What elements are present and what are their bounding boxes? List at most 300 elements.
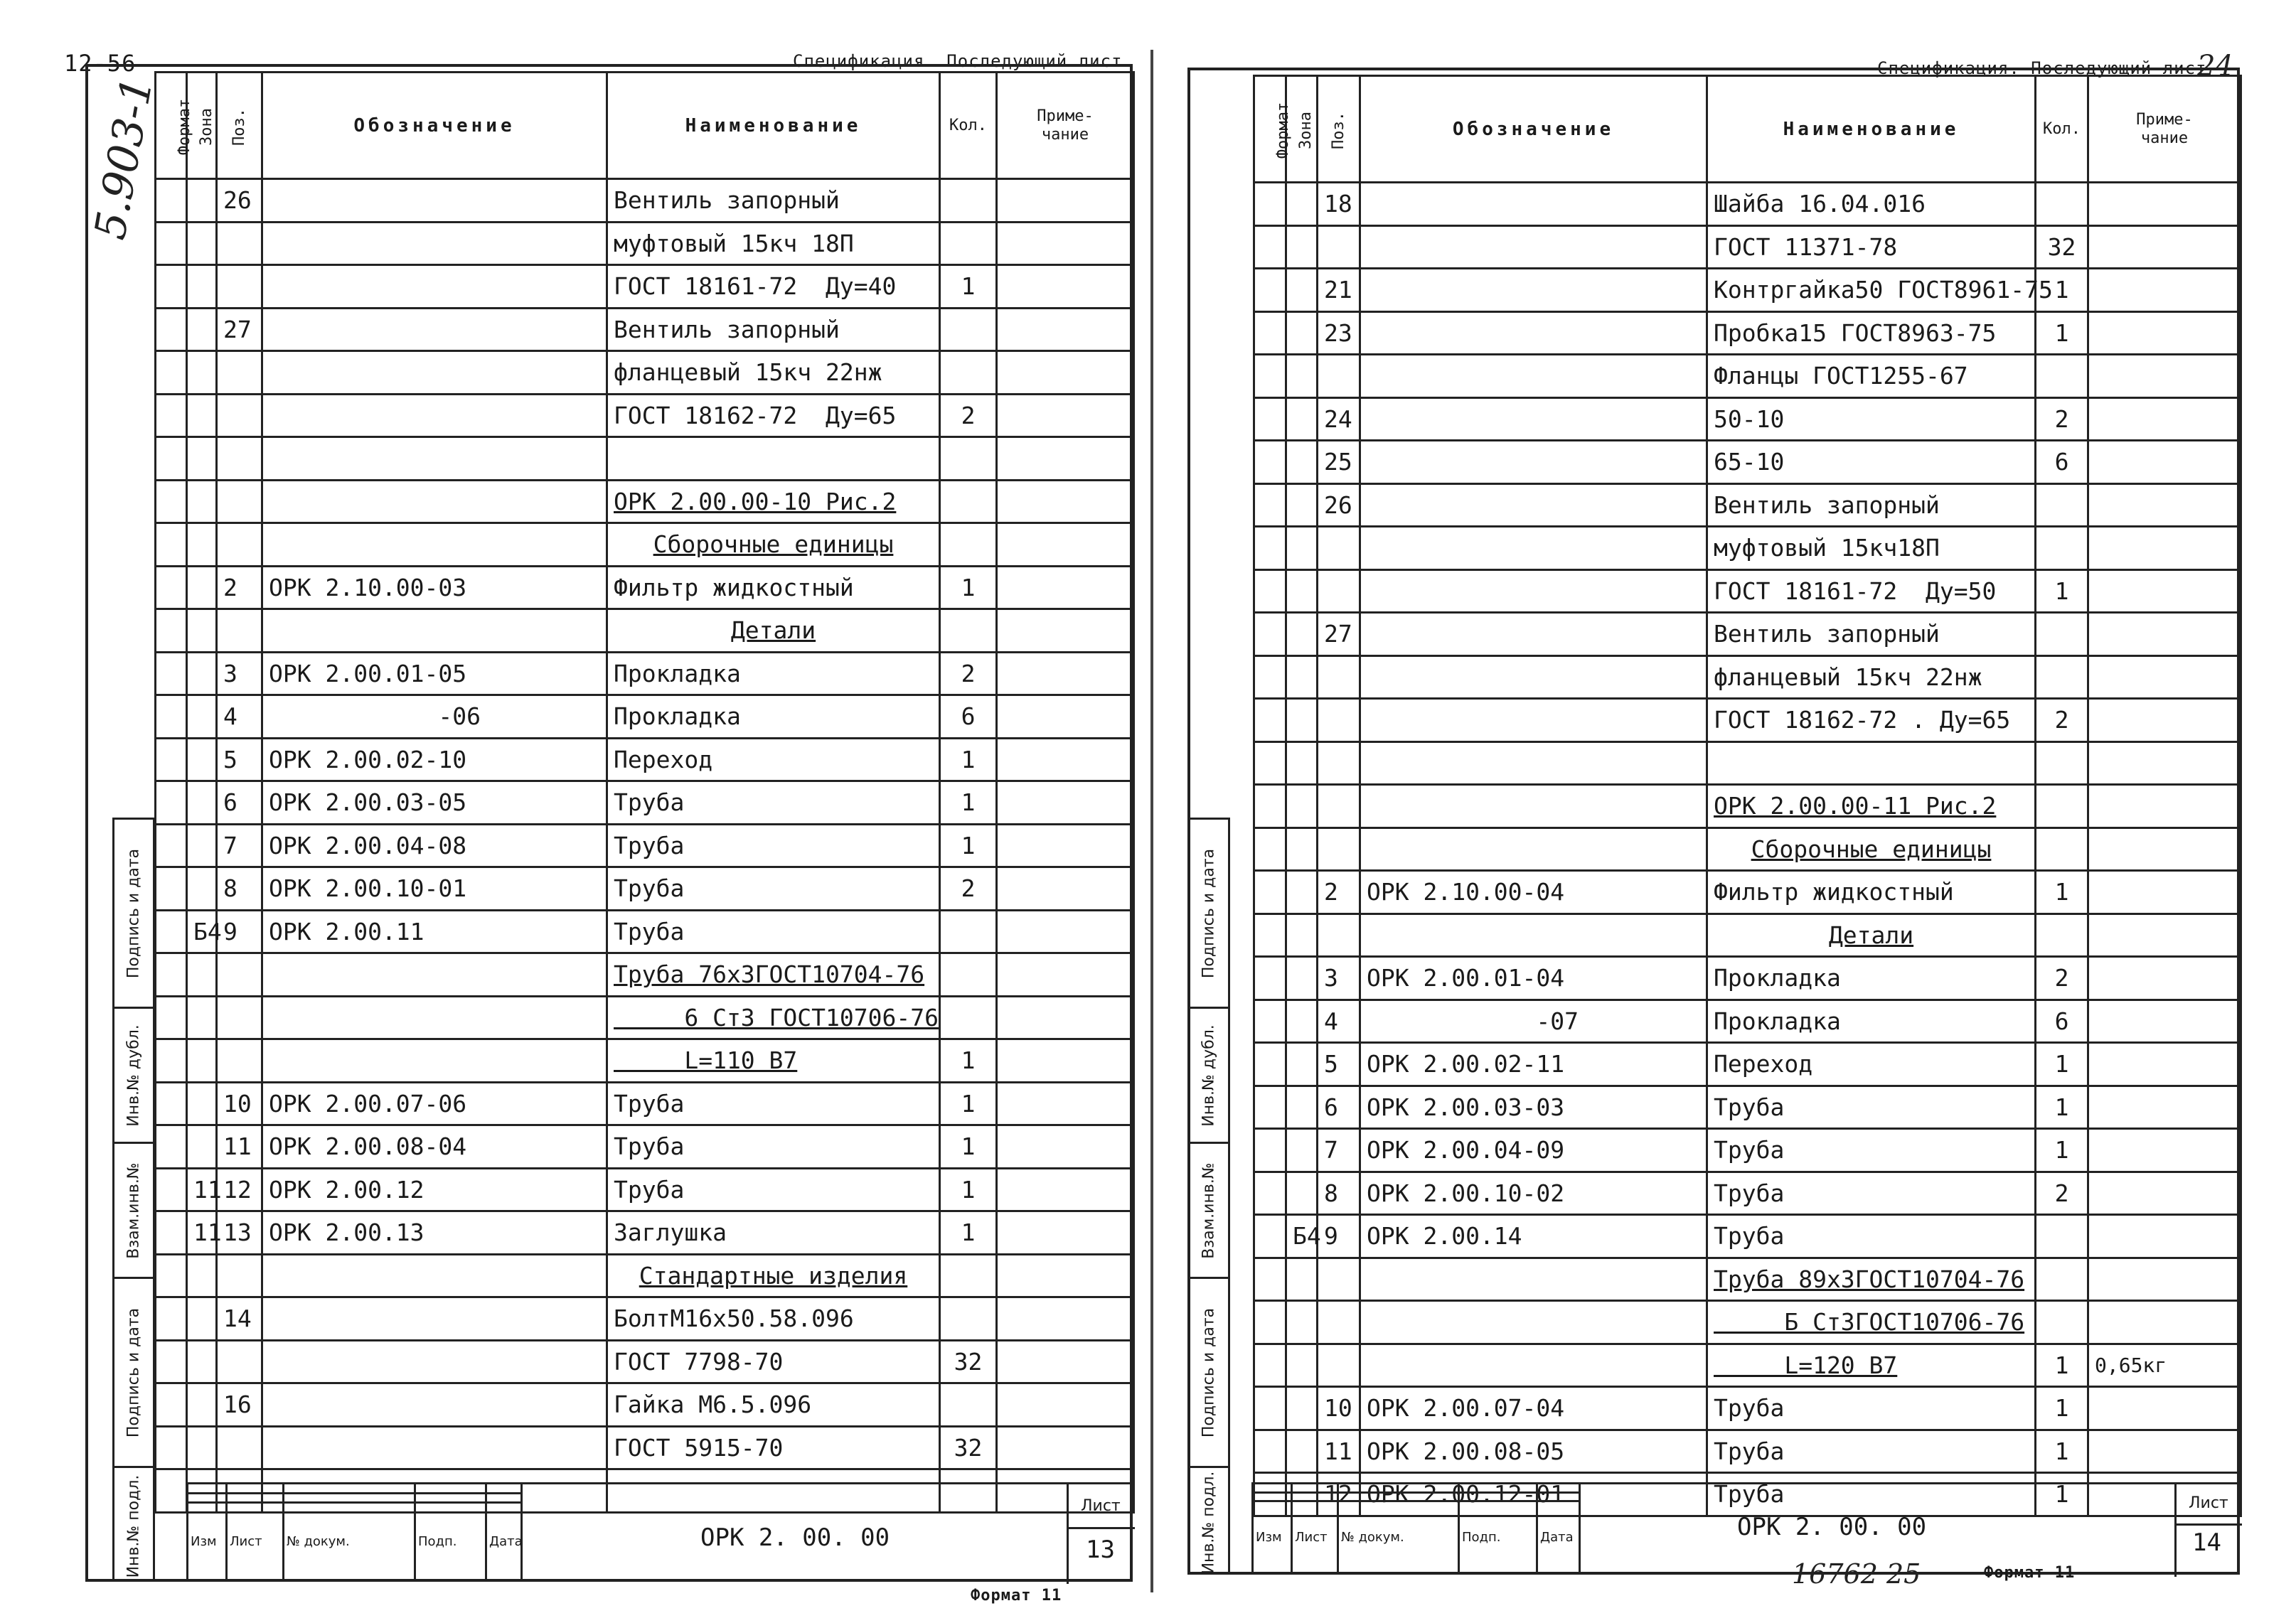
tb-sign: Подп. (415, 1503, 486, 1581)
cell-note (2088, 699, 2241, 742)
cell-designation (262, 179, 607, 223)
cell-qty: 1 (2036, 1129, 2088, 1172)
cell-note (997, 523, 1134, 567)
cell-zone: 11 (187, 1168, 217, 1211)
cell-qty: 1 (2036, 1430, 2088, 1473)
cell-designation (1360, 1344, 1707, 1387)
cell-designation (1360, 441, 1707, 484)
cell-designation: ОРК 2.00.02-10 (262, 738, 607, 781)
cell-zone (187, 1426, 217, 1469)
cell-format (1254, 1000, 1286, 1043)
table-row (156, 1297, 1134, 1341)
cell-note (2088, 1043, 2241, 1086)
cell-pos: 13 (217, 1211, 262, 1255)
cell-zone (1286, 871, 1318, 914)
table-row (1254, 871, 2241, 914)
cell-pos: 12 (217, 1168, 262, 1211)
cell-name: Труба (607, 781, 940, 825)
cell-designation (1360, 785, 1707, 828)
cell-zone (1286, 1086, 1318, 1129)
cell-format (1254, 957, 1286, 1000)
cell-note (2088, 871, 2241, 914)
cell-qty: 1 (940, 1211, 997, 1255)
cell-format (156, 308, 187, 351)
cell-name: ГОСТ 18162-72 Ду=65 (607, 394, 940, 437)
side-label-1: Подпись и дата (124, 848, 143, 978)
cell-designation: ОРК 2.00.07-06 (262, 1082, 607, 1125)
cell-zone (187, 566, 217, 609)
table-row (1254, 527, 2241, 570)
cell-note (2088, 1086, 2241, 1129)
tb-docnum: № докум. (284, 1503, 415, 1581)
cell-designation (1360, 827, 1707, 871)
cell-name: Труба (1707, 1387, 2036, 1430)
cell-format (156, 953, 187, 997)
cell-designation (262, 953, 607, 997)
cell-format (156, 1082, 187, 1125)
table-row (156, 1082, 1134, 1125)
cell-note (2088, 311, 2241, 355)
cell-format (1254, 269, 1286, 312)
cell-note (2088, 957, 2241, 1000)
cell-zone (187, 953, 217, 997)
left-format-label: Формат 11 (971, 1587, 1062, 1605)
cell-designation (1360, 527, 1707, 570)
cell-pos: 7 (1318, 1129, 1360, 1172)
cell-qty: 6 (940, 695, 997, 739)
table-row (1254, 1129, 2241, 1172)
table-row (1254, 1086, 2241, 1129)
cell-note (997, 910, 1134, 953)
table-row (156, 867, 1134, 911)
cell-format (156, 523, 187, 567)
table-row (1254, 1344, 2241, 1387)
cell-note (2088, 741, 2241, 785)
cell-qty (940, 480, 997, 523)
cell-note (997, 480, 1134, 523)
cell-name: Труба (1707, 1086, 2036, 1129)
table-row (1254, 1258, 2241, 1301)
cell-designation (1360, 569, 1707, 613)
cell-pos: 27 (1318, 613, 1360, 656)
table-row (156, 1168, 1134, 1211)
cell-pos: 26 (1318, 483, 1360, 527)
cell-name: ГОСТ 7798-70 (607, 1340, 940, 1383)
table-row (156, 523, 1134, 567)
left-corner-mark: 12-56 (64, 50, 137, 77)
cell-pos: 18 (1318, 183, 1360, 226)
cell-format (156, 1039, 187, 1083)
cell-qty (940, 222, 997, 265)
cell-qty (940, 179, 997, 223)
cell-zone (1286, 785, 1318, 828)
table-row (156, 609, 1134, 653)
cell-pos (1318, 569, 1360, 613)
side-label-2: Инв.№ дубл. (124, 1024, 143, 1127)
cell-qty: 32 (2036, 225, 2088, 269)
cell-designation (262, 1340, 607, 1383)
cell-qty: 2 (2036, 957, 2088, 1000)
cell-pos: 10 (217, 1082, 262, 1125)
cell-designation (1360, 914, 1707, 957)
cell-note (997, 1297, 1134, 1341)
cell-pos (217, 1340, 262, 1383)
cell-pos: 23 (1318, 311, 1360, 355)
cell-name: Труба (607, 910, 940, 953)
table-row (1254, 1387, 2241, 1430)
cell-note (997, 1426, 1134, 1469)
cell-qty (2036, 655, 2088, 699)
cell-designation: ОРК 2.00.11 (262, 910, 607, 953)
cell-qty (2036, 527, 2088, 570)
side-label-5: Инв.№ подл. (124, 1474, 143, 1578)
cell-pos: 3 (217, 652, 262, 695)
cell-qty: 1 (2036, 1086, 2088, 1129)
col-zone: Зона (187, 73, 217, 179)
cell-zone (187, 308, 217, 351)
cell-zone (187, 738, 217, 781)
cell-format (156, 1211, 187, 1255)
cell-name: Фланцы ГОСТ1255-67 (1707, 355, 2036, 398)
cell-zone (1286, 1000, 1318, 1043)
cell-pos (1318, 527, 1360, 570)
cell-note (997, 394, 1134, 437)
table-row (156, 394, 1134, 437)
cell-qty: 2 (2036, 397, 2088, 441)
cell-note (2088, 827, 2241, 871)
table-row (1254, 741, 2241, 785)
cell-note (2088, 1430, 2241, 1473)
cell-format (156, 996, 187, 1039)
cell-zone (1286, 225, 1318, 269)
cell-designation: ОРК 2.00.13 (262, 1211, 607, 1255)
cell-name: фланцевый 15кч 22нж (1707, 655, 2036, 699)
cell-designation (262, 480, 607, 523)
cell-name: Труба (607, 1168, 940, 1211)
cell-designation (262, 1297, 607, 1341)
cell-name: ГОСТ 18161-72 Ду=50 (1707, 569, 2036, 613)
table-row (1254, 1172, 2241, 1215)
cell-designation: ОРК 2.10.00-03 (262, 566, 607, 609)
cell-format (1254, 1215, 1286, 1258)
cell-name: фланцевый 15кч 22нж (607, 351, 940, 395)
cell-name: Прокладка (607, 652, 940, 695)
cell-format (1254, 613, 1286, 656)
cell-pos (1318, 355, 1360, 398)
cell-note (2088, 183, 2241, 226)
cell-format (156, 566, 187, 609)
cell-zone (187, 1297, 217, 1341)
cell-pos (217, 480, 262, 523)
cell-zone: 11 (187, 1211, 217, 1255)
cell-name: Вентиль запорный (1707, 483, 2036, 527)
cell-qty: 1 (2036, 1473, 2088, 1516)
cell-format (1254, 1387, 1286, 1430)
cell-designation: ОРК 2.00.01-04 (1360, 957, 1707, 1000)
cell-zone (1286, 914, 1318, 957)
cell-zone (1286, 441, 1318, 484)
cell-note (2088, 269, 2241, 312)
cell-note (997, 265, 1134, 309)
left-header-title: Спецификация. Последующий лист (793, 51, 1123, 71)
cell-designation (1360, 1258, 1707, 1301)
cell-designation (262, 523, 607, 567)
cell-designation: ОРК 2.00.10-02 (1360, 1172, 1707, 1215)
cell-zone (1286, 1043, 1318, 1086)
cell-format (156, 222, 187, 265)
table-row (156, 351, 1134, 395)
cell-name: ГОСТ 11371-78 (1707, 225, 2036, 269)
cell-format (1254, 1430, 1286, 1473)
table-row (156, 1039, 1134, 1083)
cell-pos: 8 (1318, 1172, 1360, 1215)
cell-format (1254, 914, 1286, 957)
cell-designation: ОРК 2.00.12 (262, 1168, 607, 1211)
cell-pos: 12 (1318, 1473, 1360, 1516)
cell-name: Труба (607, 1125, 940, 1169)
cell-pos (217, 609, 262, 653)
cell-zone (187, 1254, 217, 1297)
cell-qty (2036, 741, 2088, 785)
table-row (156, 480, 1134, 523)
cell-note (997, 179, 1134, 223)
cell-format (1254, 655, 1286, 699)
cell-format (1254, 1301, 1286, 1344)
cell-note (2088, 355, 2241, 398)
table-row (156, 1383, 1134, 1427)
cell-designation (262, 437, 607, 481)
table-row (1254, 269, 2241, 312)
cell-zone (1286, 183, 1318, 226)
cell-designation (1360, 655, 1707, 699)
cell-qty (940, 953, 997, 997)
cell-zone (1286, 957, 1318, 1000)
cell-name: муфтовый 15кч18П (1707, 527, 2036, 570)
cell-note (997, 781, 1134, 825)
cell-zone (1286, 1258, 1318, 1301)
cell-pos: 11 (217, 1125, 262, 1169)
cell-pos: 9 (217, 910, 262, 953)
cell-format (1254, 1258, 1286, 1301)
cell-pos: 8 (217, 867, 262, 911)
cell-name: ОРК 2.00.00-10 Рис.2 (607, 480, 940, 523)
col-pos: Поз. (217, 73, 262, 179)
cell-qty: 1 (940, 1082, 997, 1125)
left-sheet-number: 13 (1086, 1536, 1115, 1564)
cell-format (156, 1383, 187, 1427)
cell-name: Труба (607, 1082, 940, 1125)
cell-qty (940, 308, 997, 351)
cell-pos: 21 (1318, 269, 1360, 312)
cell-zone (1286, 1301, 1318, 1344)
cell-designation (262, 996, 607, 1039)
cell-qty: 2 (940, 867, 997, 911)
cell-designation: ОРК 2.00.01-05 (262, 652, 607, 695)
cell-zone (187, 824, 217, 867)
cell-pos: 6 (217, 781, 262, 825)
cell-name: Труба (1707, 1473, 2036, 1516)
cell-qty (940, 1297, 997, 1341)
cell-format (156, 265, 187, 309)
cell-designation (1360, 613, 1707, 656)
cell-pos: 10 (1318, 1387, 1360, 1430)
cell-zone (187, 437, 217, 481)
cell-note (997, 437, 1134, 481)
cell-name: Пробка15 ГОСТ8963-75 (1707, 311, 2036, 355)
cell-format (1254, 699, 1286, 742)
cell-qty: 1 (940, 781, 997, 825)
cell-zone (187, 781, 217, 825)
cell-pos: 5 (217, 738, 262, 781)
cell-designation (262, 1254, 607, 1297)
table-row (156, 222, 1134, 265)
cell-qty (2036, 785, 2088, 828)
cell-pos (1318, 827, 1360, 871)
cell-name: Сборочные единицы (607, 523, 940, 567)
right-sheet-label: Лист (2189, 1494, 2228, 1512)
cell-designation: ОРК 2.00.07-04 (1360, 1387, 1707, 1430)
cell-note (2088, 1387, 2241, 1430)
cell-zone (1286, 483, 1318, 527)
cell-note (997, 1254, 1134, 1297)
table-row (1254, 183, 2241, 226)
cell-note (997, 1383, 1134, 1427)
cell-pos (217, 523, 262, 567)
cell-zone (1286, 741, 1318, 785)
cell-qty: 1 (940, 265, 997, 309)
table-row (156, 1211, 1134, 1255)
cell-pos: 4 (1318, 1000, 1360, 1043)
table-row (156, 738, 1134, 781)
cell-format (1254, 1172, 1286, 1215)
table-row (1254, 441, 2241, 484)
col-format: Формат (1254, 76, 1286, 183)
tb-date: Дата (1537, 1501, 1580, 1574)
cell-zone (187, 351, 217, 395)
cell-qty: 2 (2036, 1172, 2088, 1215)
table-row (156, 566, 1134, 609)
cell-pos (217, 953, 262, 997)
col-designation: Обозначение (1360, 76, 1707, 183)
table-row (156, 695, 1134, 739)
cell-name: 65-10 (1707, 441, 2036, 484)
cell-note (997, 867, 1134, 911)
cell-name: Труба (1707, 1129, 2036, 1172)
cell-format (156, 351, 187, 395)
cell-note (2088, 397, 2241, 441)
cell-note (997, 566, 1134, 609)
cell-format (1254, 569, 1286, 613)
cell-name: 50-10 (1707, 397, 2036, 441)
cell-name: Переход (607, 738, 940, 781)
cell-zone: Б4 (1286, 1215, 1318, 1258)
tb-izm: Изм (1253, 1501, 1292, 1574)
cell-designation (1360, 741, 1707, 785)
cell-format (1254, 225, 1286, 269)
tb-docnum: № докум. (1338, 1501, 1459, 1574)
cell-designation (262, 308, 607, 351)
cell-name: ГОСТ 18162-72 . Ду=65 (1707, 699, 2036, 742)
tb-list: Лист (1292, 1501, 1338, 1574)
cell-note (2088, 225, 2241, 269)
table-row (156, 437, 1134, 481)
cell-format (156, 1340, 187, 1383)
table-row (156, 1125, 1134, 1169)
cell-zone (1286, 569, 1318, 613)
cell-name: Вентиль запорный (1707, 613, 2036, 656)
cell-format (156, 867, 187, 911)
cell-format (156, 738, 187, 781)
cell-zone (187, 265, 217, 309)
table-row (1254, 1430, 2241, 1473)
left-spec-table (154, 71, 1135, 1514)
table-row (1254, 1301, 2241, 1344)
cell-qty (2036, 355, 2088, 398)
cell-qty: 1 (940, 1168, 997, 1211)
cell-format (1254, 827, 1286, 871)
cell-format (1254, 1344, 1286, 1387)
cell-qty (940, 609, 997, 653)
cell-qty (2036, 1301, 2088, 1344)
cell-format (156, 824, 187, 867)
cell-qty (2036, 613, 2088, 656)
side-label-5: Инв.№ подл. (1200, 1471, 1218, 1574)
cell-format (156, 394, 187, 437)
cell-pos (217, 222, 262, 265)
cell-qty: 1 (2036, 1043, 2088, 1086)
cell-format (156, 1168, 187, 1211)
cell-qty (2036, 183, 2088, 226)
cell-zone (187, 695, 217, 739)
cell-zone (187, 1125, 217, 1169)
cell-designation (1360, 397, 1707, 441)
cell-qty: 1 (2036, 1387, 2088, 1430)
cell-zone (187, 867, 217, 911)
cell-designation: ОРК 2.00.02-11 (1360, 1043, 1707, 1086)
side-label-3: Взам.инв.№ (124, 1162, 143, 1259)
cell-note (997, 351, 1134, 395)
cell-name: ОРК 2.00.00-11 Рис.2 (1707, 785, 2036, 828)
cell-designation: ОРК 2.00.03-05 (262, 781, 607, 825)
cell-pos (1318, 655, 1360, 699)
cell-qty: 1 (940, 1125, 997, 1169)
cell-format (156, 437, 187, 481)
cell-format (1254, 1086, 1286, 1129)
cell-name: Труба (1707, 1430, 2036, 1473)
cell-format (1254, 1129, 1286, 1172)
cell-note (997, 222, 1134, 265)
cell-name: 6 Ст3 ГОСТ10706-76 (607, 996, 940, 1039)
cell-pos (1318, 914, 1360, 957)
cell-format (156, 1254, 187, 1297)
right-page-number-mark: 24 (2197, 50, 2233, 82)
cell-zone (1286, 311, 1318, 355)
cell-designation (1360, 1301, 1707, 1344)
cell-qty (940, 437, 997, 481)
cell-format (156, 1469, 187, 1513)
cell-qty: 1 (940, 824, 997, 867)
cell-zone (1286, 1387, 1318, 1430)
table-row (1254, 655, 2241, 699)
cell-format (1254, 871, 1286, 914)
right-header-title: Спецификация. Последующий лист (1877, 58, 2207, 78)
cell-pos (1318, 1344, 1360, 1387)
cell-note (997, 824, 1134, 867)
cell-name: ГОСТ 5915-70 (607, 1426, 940, 1469)
cell-designation (1360, 699, 1707, 742)
cell-zone (187, 523, 217, 567)
cell-pos: 27 (217, 308, 262, 351)
